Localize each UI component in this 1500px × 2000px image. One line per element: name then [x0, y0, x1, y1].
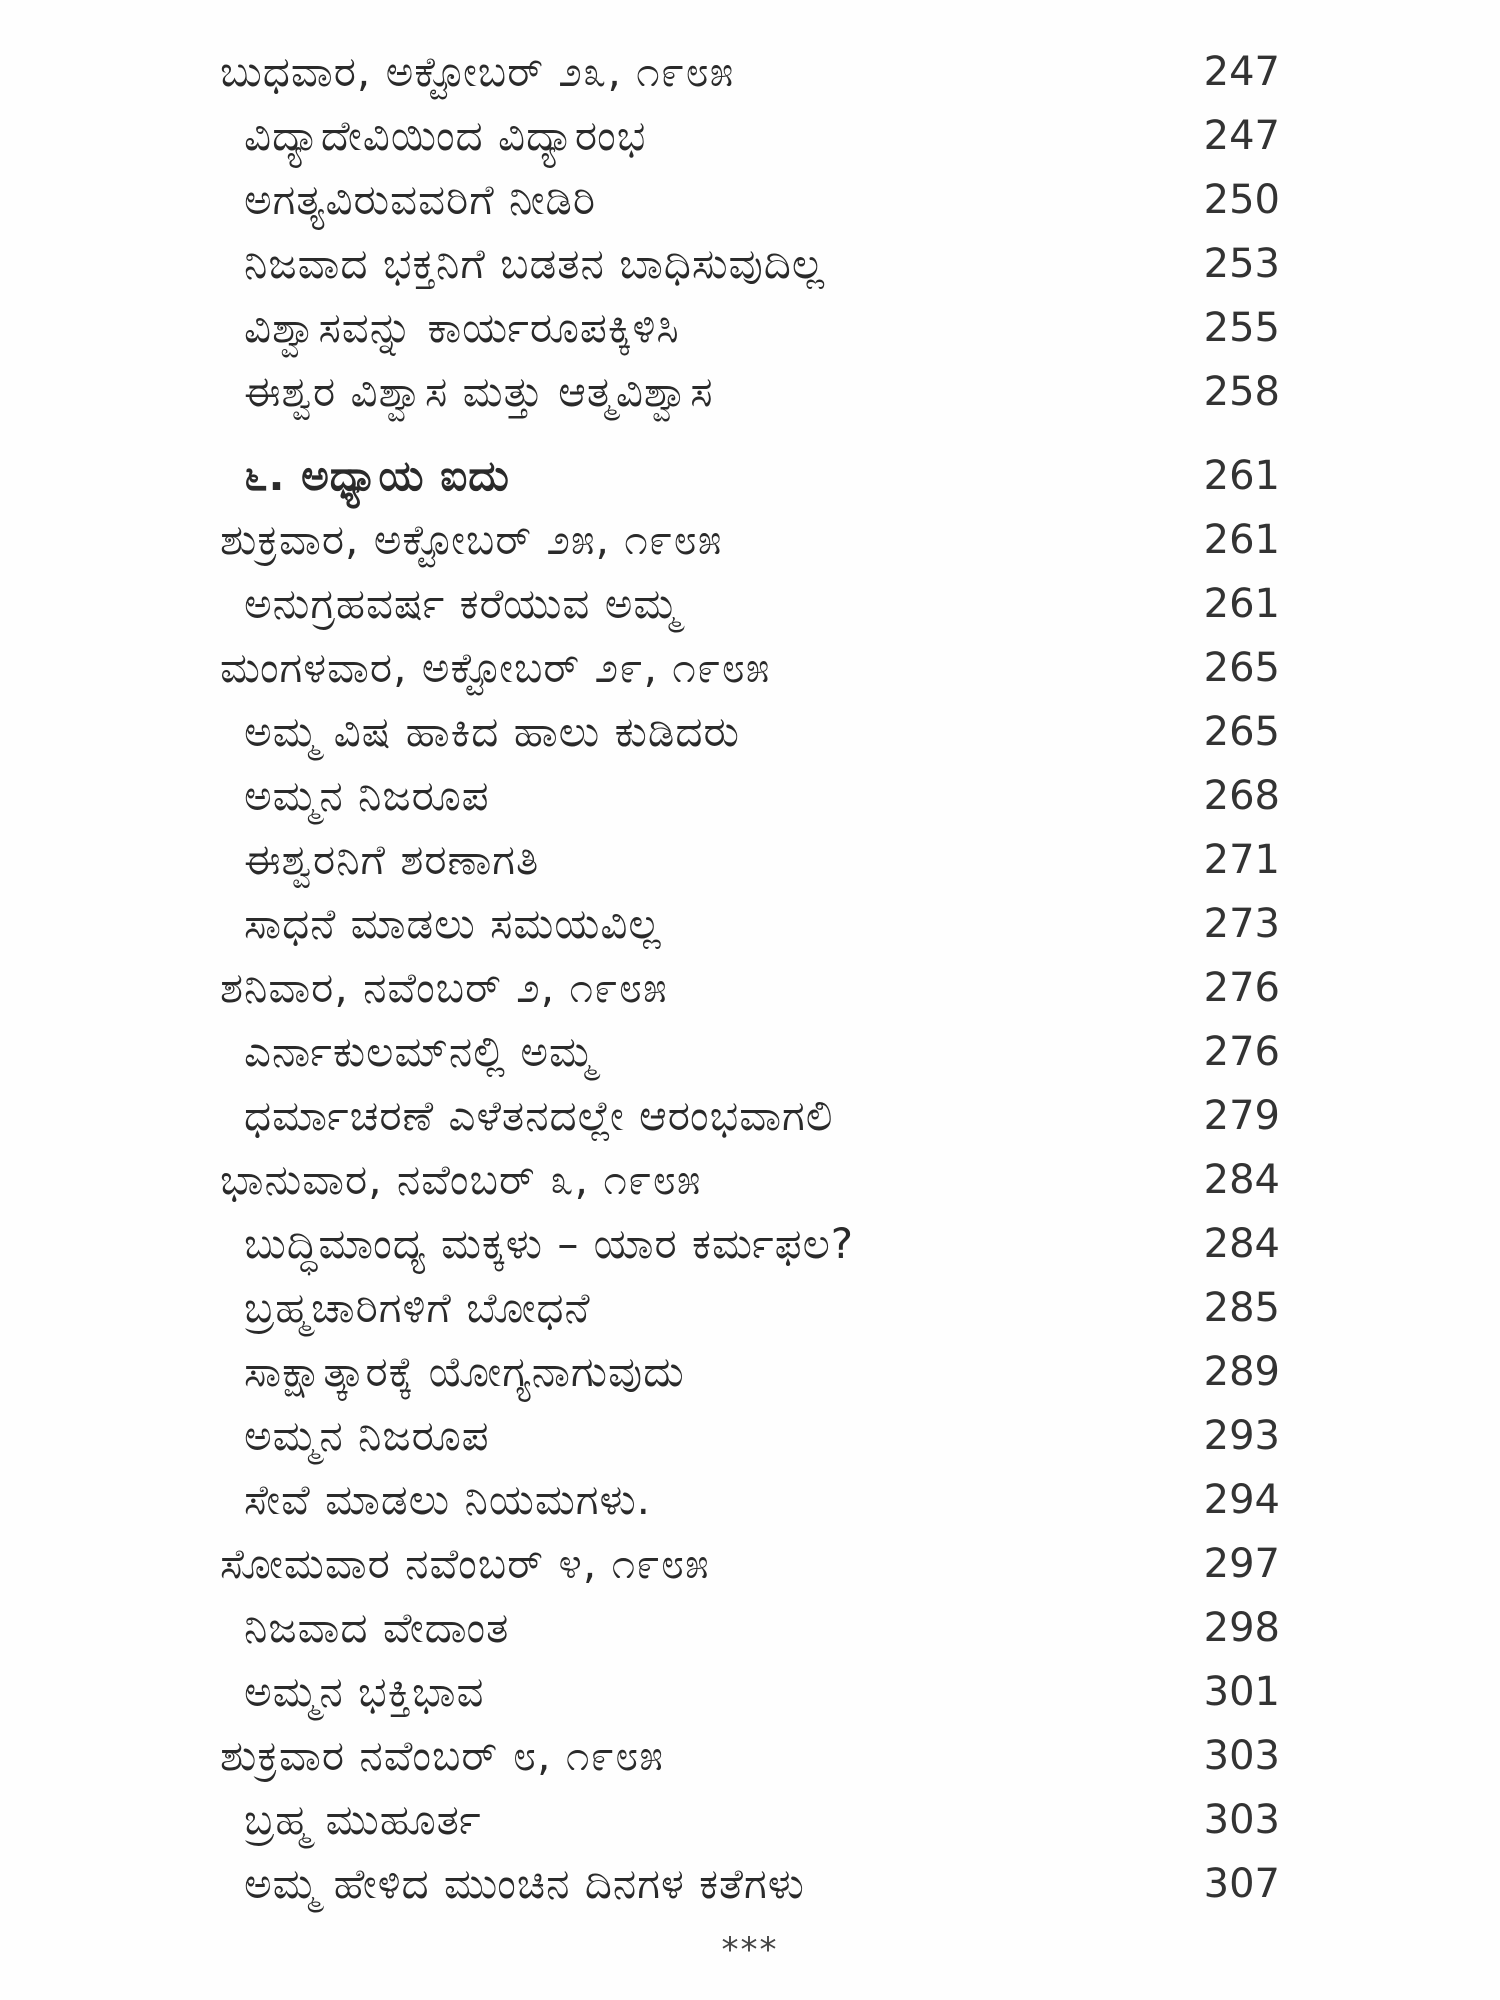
page-number: 303 [1203, 1733, 1280, 1779]
toc-topic-entry [220, 296, 1280, 360]
page-number: 250 [1203, 177, 1280, 223]
toc-topic-entry [220, 1340, 1280, 1404]
entry-title: ಅನುಗ್ರಹವರ್ಷ ಕರೆಯುವ ಅಮ್ಮ [244, 579, 681, 628]
entry-title: ಶುಕ್ರವಾರ, ಅಕ್ಟೋಬರ್ ೨೫, ೧೯೮೫ [220, 515, 723, 564]
end-mark: *** [721, 1930, 779, 1970]
toc-topic-entry [220, 1596, 1280, 1660]
toc-topic-entry [220, 1276, 1280, 1340]
toc-topic-entry [220, 892, 1280, 956]
toc-date-entry [220, 956, 1280, 1020]
toc-topic-entry [220, 1020, 1280, 1084]
entry-title: ಬ್ರಹ್ಮಚಾರಿಗಳಿಗೆ ಬೋಧನೆ [244, 1283, 591, 1332]
page-number: 297 [1203, 1541, 1280, 1587]
toc-topic-entry [220, 360, 1280, 424]
page-number: 303 [1203, 1797, 1280, 1843]
toc-topic-entry [220, 1084, 1280, 1148]
toc-topic-entry [220, 168, 1280, 232]
entry-title: ಅಮ್ಮನ ಭಕ್ತಿಭಾವ [244, 1667, 485, 1716]
toc-date-entry [220, 1532, 1280, 1596]
page-number: 247 [1203, 113, 1280, 159]
page-number: 265 [1203, 709, 1280, 755]
page-number: 284 [1203, 1221, 1280, 1267]
toc-date-entry [220, 636, 1280, 700]
toc-date-entry [220, 508, 1280, 572]
toc-topic-entry [220, 1404, 1280, 1468]
toc-date-entry [220, 1724, 1280, 1788]
entry-title: ಸಾಧನೆ ಮಾಡಲು ಸಮಯವಿಲ್ಲ [244, 899, 662, 948]
entry-title: ಎರ್ನಾಕುಲಮ್‌ನಲ್ಲಿ ಅಮ್ಮ [244, 1027, 596, 1076]
entry-title: ಮಂಗಳವಾರ, ಅಕ್ಟೋಬರ್ ೨೯, ೧೯೮೫ [220, 643, 771, 692]
toc-topic-entry [220, 572, 1280, 636]
page-number: 279 [1203, 1093, 1280, 1139]
entry-title: ವಿಶ್ವಾಸವನ್ನು ಕಾರ್ಯರೂಪಕ್ಕಿಳಿಸಿ [244, 303, 680, 352]
page-number: 258 [1203, 369, 1280, 415]
entry-title: ಬುದ್ಧಿಮಾಂದ್ಯ ಮಕ್ಕಳು – ಯಾರ ಕರ್ಮಫಲ? [244, 1219, 855, 1268]
page-number: 298 [1203, 1605, 1280, 1651]
page-number: 261 [1203, 517, 1280, 563]
page-number: 294 [1203, 1477, 1280, 1523]
entry-title: ಶುಕ್ರವಾರ ನವೆಂಬರ್ ೮, ೧೯೮೫ [220, 1731, 664, 1780]
page-number: 307 [1203, 1861, 1280, 1907]
entry-title: ಬುಧವಾರ, ಅಕ್ಟೋಬರ್ ೨೩, ೧೯೮೫ [220, 47, 735, 96]
entry-title: ಸೇವೆ ಮಾಡಲು ನಿಯಮಗಳು. [244, 1475, 652, 1524]
entry-title: ಸಾಕ್ಷಾತ್ಕಾರಕ್ಕೆ ಯೋಗ್ಯನಾಗುವುದು [244, 1347, 685, 1396]
page-number: 276 [1203, 1029, 1280, 1075]
page-number: 261 [1203, 453, 1280, 499]
page-number: 285 [1203, 1285, 1280, 1331]
toc-topic-entry [220, 828, 1280, 892]
page-number: 301 [1203, 1669, 1280, 1715]
page-number: 284 [1203, 1157, 1280, 1203]
toc-topic-entry [220, 1852, 1280, 1916]
page-number: 273 [1203, 901, 1280, 947]
entry-title: ಈಶ್ವರನಿಗೆ ಶರಣಾಗತಿ [244, 835, 540, 884]
toc-topic-entry [220, 1660, 1280, 1724]
entry-title: ಅಮ್ಮನ ನಿಜರೂಪ [244, 771, 490, 820]
entry-title: ಭಾನುವಾರ, ನವೆಂಬರ್ ೩, ೧೯೮೫ [220, 1155, 702, 1204]
entry-title: ಸೋಮವಾರ ನವೆಂಬರ್ ೪, ೧೯೮೫ [220, 1539, 710, 1588]
page-number: 271 [1203, 837, 1280, 883]
page-number: 247 [1203, 49, 1280, 95]
entry-title: ಅಮ್ಮ ಹೇಳಿದ ಮುಂಚಿನ ದಿನಗಳ ಕತೆಗಳು [244, 1859, 805, 1908]
toc-topic-entry [220, 104, 1280, 168]
page-number: 253 [1203, 241, 1280, 287]
page-number: 289 [1203, 1349, 1280, 1395]
toc-topic-entry [220, 232, 1280, 296]
entry-title: ಶನಿವಾರ, ನವೆಂಬರ್ ೨, ೧೯೮೫ [220, 963, 668, 1012]
toc-topic-entry [220, 1468, 1280, 1532]
entry-title: ಈಶ್ವರ ವಿಶ್ವಾಸ ಮತ್ತು ಆತ್ಮವಿಶ್ವಾಸ [244, 367, 714, 416]
page-number: 293 [1203, 1413, 1280, 1459]
toc-date-entry [220, 1148, 1280, 1212]
entry-title: ನಿಜವಾದ ವೇದಾಂತ [244, 1603, 510, 1652]
page-number: 268 [1203, 773, 1280, 819]
table-of-contents [220, 40, 1280, 1916]
entry-title: ನಿಜವಾದ ಭಕ್ತನಿಗೆ ಬಡತನ ಬಾಧಿಸುವುದಿಲ್ಲ [244, 239, 826, 288]
entry-title: ೬. ಅಧ್ಯಾಯ ಐದು [244, 451, 510, 500]
toc-topic-entry [220, 700, 1280, 764]
page-number: 261 [1203, 581, 1280, 627]
entry-title: ಅಮ್ಮನ ನಿಜರೂಪ [244, 1411, 490, 1460]
toc-date-entry [220, 40, 1280, 104]
toc-chapter-heading [220, 444, 1280, 508]
entry-title: ಅಮ್ಮ ವಿಷ ಹಾಕಿದ ಹಾಲು ಕುಡಿದರು [244, 707, 741, 756]
toc-topic-entry [220, 764, 1280, 828]
page-number: 276 [1203, 965, 1280, 1011]
entry-title: ಅಗತ್ಯವಿರುವವರಿಗೆ ನೀಡಿರಿ [244, 175, 597, 224]
entry-title: ವಿದ್ಯಾದೇವಿಯಿಂದ ವಿದ್ಯಾರಂಭ [244, 111, 647, 160]
entry-title: ಬ್ರಹ್ಮ ಮುಹೂರ್ತ [244, 1795, 482, 1844]
toc-topic-entry [220, 1788, 1280, 1852]
page-number: 255 [1203, 305, 1280, 351]
entry-title: ಧರ್ಮಾಚರಣೆ ಎಳೆತನದಲ್ಲೇ ಆರಂಭವಾಗಲಿ [244, 1091, 834, 1140]
page-number: 265 [1203, 645, 1280, 691]
toc-topic-entry [220, 1212, 1280, 1276]
